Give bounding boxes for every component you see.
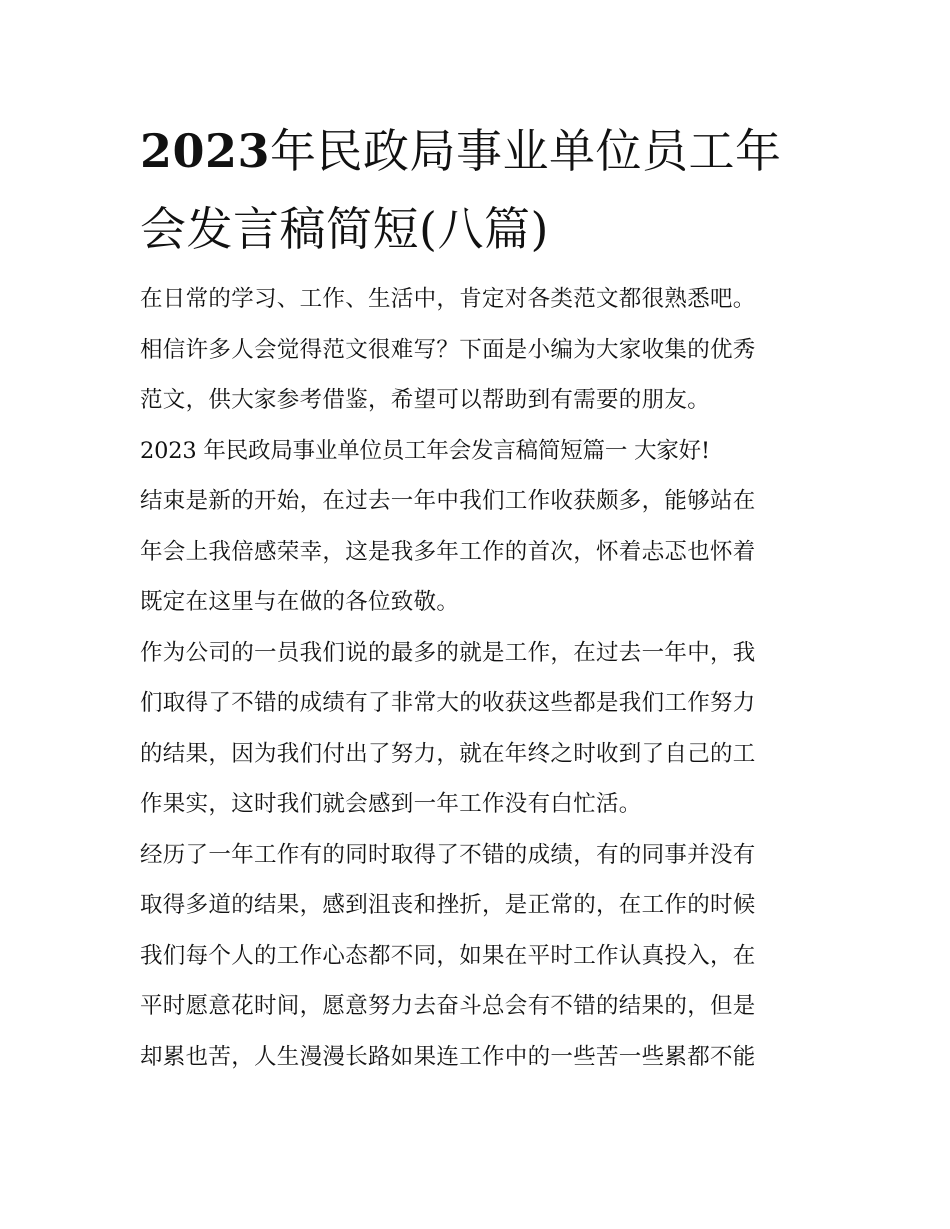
body-line: 经历了一年工作有的同时取得了不错的成绩，有的同事并没有 [140,841,756,868]
body-line: 既定在这里与在做的各位致敬。 [140,589,460,615]
body-line: 作果实，这时我们就会感到一年工作没有白忙活。 [140,791,642,817]
body-line: 平时愿意花时间，愿意努力去奋斗总会有不错的结果的，但是 [140,993,756,1019]
document-body [140,274,815,1082]
title-line-1: 年民政局事业单位员工年 [270,124,782,178]
title-line-2: 会发言稿简短(八篇) [140,202,549,256]
section-heading-line: 2023 年民政局事业单位员工年会发言稿简短篇一 大家好! [140,437,710,464]
body-line: 我们每个人的工作心态都不同，如果在平时工作认真投入，在 [140,942,756,969]
body-line: 作为公司的一员我们说的最多的就是工作，在过去一年中，我 [140,639,756,666]
body-line: 们取得了不错的成绩有了非常大的收获这些都是我们工作努力 [140,690,756,716]
body-line: 却累也苦，人生漫漫长路如果连工作中的一些苦一些累都不能 [140,1043,756,1070]
title-year: 2023 [140,124,271,178]
body-line: 的结果，因为我们付出了努力，就在年终之时收到了自己的工 [140,740,756,767]
body-line: 范文，供大家参考借鉴，希望可以帮助到有需要的朋友。 [140,387,711,413]
body-line: 年会上我倍感荣幸，这是我多年工作的首次，怀着忐忑也怀着 [140,538,756,565]
body-line: 在日常的学习、工作、生活中，肯定对各类范文都很熟悉吧。 [140,286,756,312]
body-line: 取得多道的结果，感到沮丧和挫折，是正常的，在工作的时候 [140,892,756,918]
document-title [140,112,815,268]
body-line: 结束是新的开始，在过去一年中我们工作收获颇多，能够站在 [140,488,756,514]
body-line: 相信许多人会觉得范文很难写？下面是小编为大家收集的优秀 [140,336,756,363]
